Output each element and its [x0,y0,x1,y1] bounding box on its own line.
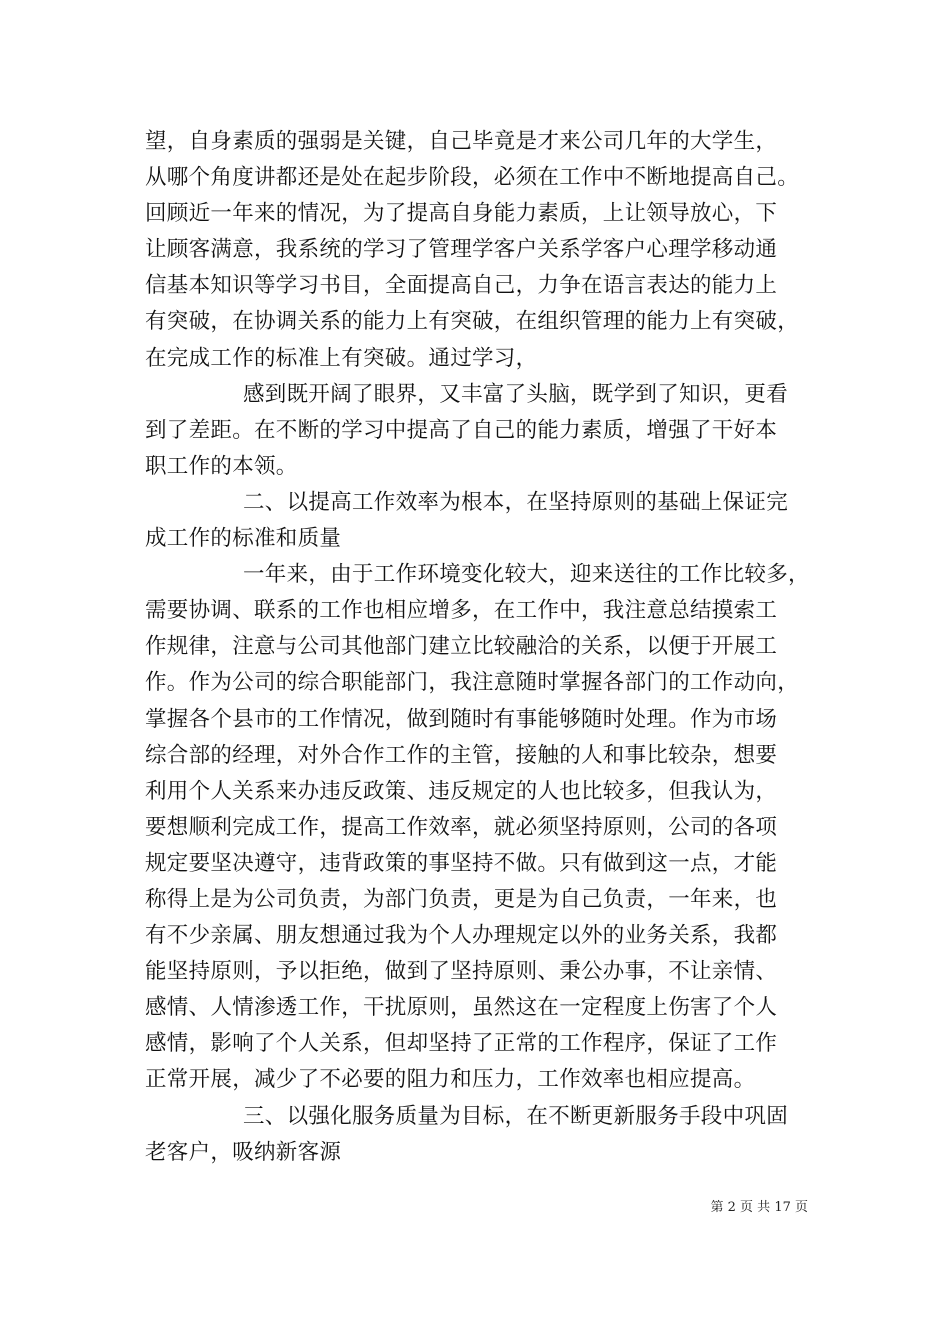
text-line: 有不少亲属、朋友想通过我为个人办理规定以外的业务关系，我都 [145,923,778,949]
text-line: 感情，影响了个人关系，但却坚持了正常的工作程序，保证了工作 [145,1031,778,1057]
text-line: 规定要坚决遵守，违背政策的事坚持不做。只有做到这一点，才能 [145,850,778,876]
text-line: 到了差距。在不断的学习中提高了自己的能力素质，增强了干好本 [145,417,778,443]
text-line: 望，自身素质的强弱是关键，自己毕竟是才来公司几年的大学生， [145,129,778,154]
text-line: 信基本知识等学习书目，全面提高自己，力争在语言表达的能力上 [145,273,778,299]
text-line: 感到既开阔了眼界，又丰富了头脑，既学到了知识，更看 [243,381,789,407]
text-line: 作规律，注意与公司其他部门建立比较融洽的关系，以便于开展工 [145,634,778,660]
body-text [145,124,809,1171]
text-line: 职工作的本领。 [145,453,298,479]
text-line: 利用个人关系来办违反政策、违反规定的人也比较多，但我认为， [145,778,778,804]
text-line: 从哪个角度讲都还是处在起步阶段，必须在工作中不断地提高自己。 [145,165,800,191]
text-line: 正常开展，减少了不必要的阻力和压力，工作效率也相应提高。 [145,1067,756,1093]
text-line: 在完成工作的标准上有突破。通过学习， [145,345,538,371]
text-line: 回顾近一年来的情况，为了提高自身能力素质，上让领导放心，下 [145,201,778,227]
text-line: 有突破，在协调关系的能力上有突破，在组织管理的能力上有突破， [145,309,800,335]
section-heading-line: 三、以强化服务质量为目标，在不断更新服务手段中巩固 [243,1103,789,1129]
text-line: 要想顺利完成工作，提高工作效率，就必须坚持原则，公司的各项 [145,814,778,840]
text-line: 掌握各个县市的工作情况，做到随时有事能够随时处理。作为市场 [145,706,778,732]
section-heading-line: 成工作的标准和质量 [145,526,342,552]
text-line: 感情、人情渗透工作，干扰原则，虽然这在一定程度上伤害了个人 [145,995,778,1021]
text-line: 一年来，由于工作环境变化较大，迎来送往的工作比较多， [243,562,810,588]
text-line: 能坚持原则，予以拒绝，做到了坚持原则、秉公办事，不让亲情、 [145,959,778,985]
section-heading-line: 老客户，吸纳新客源 [145,1139,342,1165]
text-line: 综合部的经理，对外合作工作的主管，接触的人和事比较杂，想要 [145,742,778,768]
text-line: 称得上是为公司负责，为部门负责，更是为自己负责，一年来，也 [145,886,778,912]
text-line: 作。作为公司的综合职能部门，我注意随时掌握各部门的工作动向， [145,670,800,696]
section-heading-line: 二、以提高工作效率为根本，在坚持原则的基础上保证完 [243,489,789,515]
text-line: 需要协调、联系的工作也相应增多，在工作中，我注意总结摸索工 [145,598,778,624]
page-number-footer: 第 2 页 共 17 页 [710,1200,808,1215]
text-line: 让顾客满意，我系统的学习了管理学客户关系学客户心理学移动通 [145,237,778,263]
